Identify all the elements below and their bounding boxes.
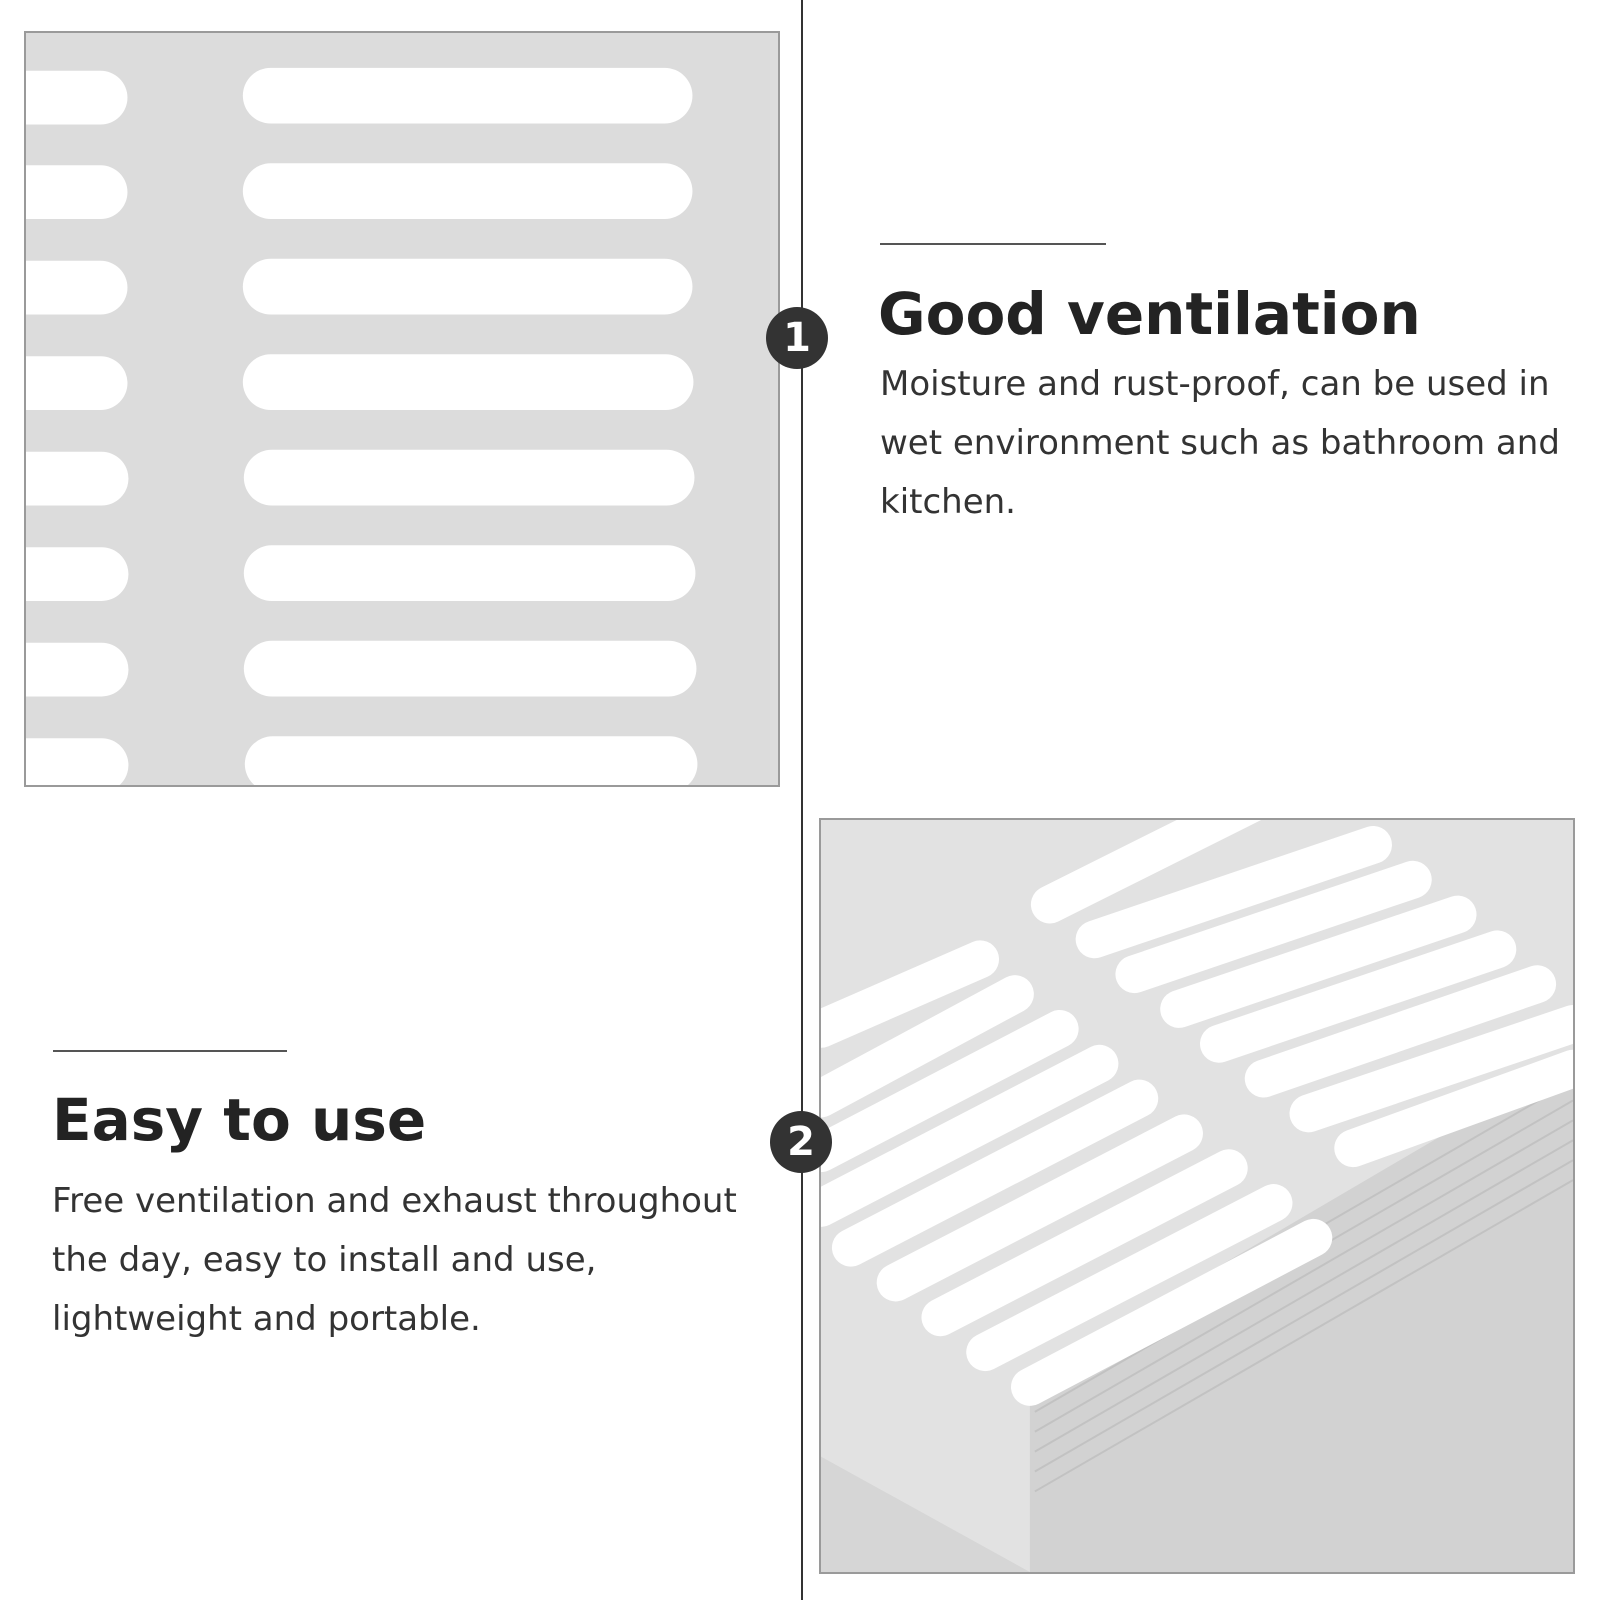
vent-angled-photo [819,818,1575,1574]
feature-title-good-ventilation: Good ventilation [878,280,1421,348]
feature-rule-2 [53,1050,287,1052]
vent-slots-illustration [26,33,778,785]
feature-number-badge-2: 2 [770,1111,832,1173]
feature-title-easy-to-use: Easy to use [52,1086,427,1154]
feature-number-badge-1: 1 [766,307,828,369]
feature-description-easy-to-use: Free ventilation and exhaust throughout the day, easy to install and use, lightweight and portable. [52,1181,737,1339]
center-divider-line [801,0,803,1600]
feature-description-good-ventilation: Moisture and rust-proof, can be used in wet environment such as bathroom and kitchen. [880,364,1560,522]
feature-rule-1 [880,243,1106,245]
vent-angled-illustration [821,820,1573,1572]
vent-closeup-photo [24,31,780,787]
